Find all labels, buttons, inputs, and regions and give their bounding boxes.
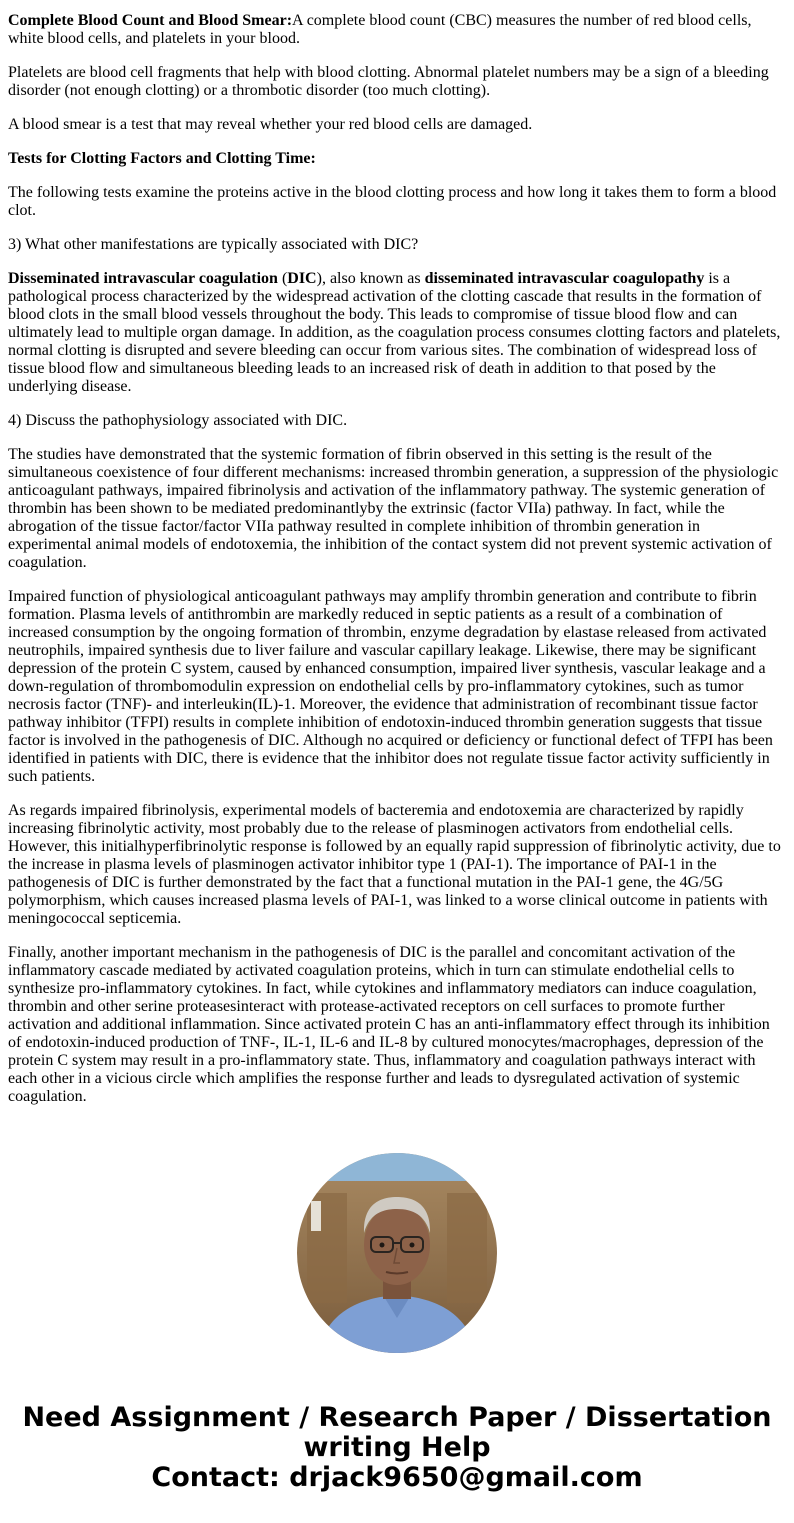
banner-contact-email: Contact: drjack9650@gmail.com bbox=[151, 1462, 643, 1493]
paragraph-clotting-tests: The following tests examine the proteins active in the blood clotting process and how long it takes them to form a blood clot. bbox=[8, 184, 777, 219]
question-4: 4) Discuss the pathophysiology associated with DIC. bbox=[8, 412, 348, 429]
banner-line-2: writing Help bbox=[303, 1432, 491, 1463]
paragraph-cbc bbox=[8, 12, 786, 48]
cbc-heading: Complete Blood Count and Blood Smear: bbox=[8, 12, 293, 29]
paragraph-mechanisms: The studies have demonstrated that the systemic formation of fibrin observed in this setting is the result of the simultaneous coexistence of four different mechanisms: increased thrombin generation, a suppression of the physiologic anticoagulant pathways, impaired fibrinolysis and activation of the inflammatory pathway. The systemic generation of thrombin has been shown to be mediated predominantlyby the extrinsic (factor VIIa) pathway. In fact, while the abrogation of the tissue factor/factor VIIa pathway resulted in complete inhibition of thrombin generation in experimental animal models of endotoxemia, the inhibition of the contact system did not prevent systemic activation of coagulation. bbox=[8, 446, 779, 571]
dic-text-2: ), also known as bbox=[316, 270, 425, 287]
dic-abbrev: DIC bbox=[287, 270, 317, 287]
author-avatar bbox=[297, 1153, 497, 1353]
dic-alt-term: disseminated intravascular coagulopathy bbox=[424, 270, 705, 287]
cbc-text: A complete blood count (CBC) measures the number of red blood cells, white blood cells, and platelets in your blood. bbox=[8, 12, 752, 47]
paragraph-dic-definition bbox=[8, 270, 786, 396]
dic-text-3: is a pathological process characterized by the widespread activation of the clotting cascade that results in the formation of blood clots in the small blood vessels throughout the body. This leads to compromise of tissue blood flow and can ultimately lead to multiple organ damage. In addition, as the coagulation process consumes clotting factors and platelets, normal clotting is disrupted and severe bleeding can occur from various sites. The combination of widespread loss of tissue blood flow and simultaneous bleeding leads to an increased risk of death in addition to that posed by the underlying disease. bbox=[8, 270, 781, 395]
question-3: 3) What other manifestations are typically associated with DIC? bbox=[8, 236, 419, 253]
paragraph-platelets: Platelets are blood cell fragments that help with blood clotting. Abnormal platelet numbers may be a sign of a bleeding disorder (not enough clotting) or a thrombotic disorder (too much clotting). bbox=[8, 64, 769, 99]
paragraph-blood-smear: A blood smear is a test that may reveal whether your red blood cells are damaged. bbox=[8, 116, 533, 133]
article-body bbox=[8, 12, 786, 1122]
contact-banner bbox=[8, 1403, 786, 1493]
paragraph-anticoagulant: Impaired function of physiological anticoagulant pathways may amplify thrombin generation and contribute to fibrin formation. Plasma levels of antithrombin are markedly reduced in septic patients as a result of a combination of increased consumption by the ongoing formation of thrombin, enzyme degradation by elastase released from activated neutrophils, impaired synthesis due to liver failure and vascular capillary leakage. Likewise, there may be significant depression of the protein C system, caused by enhanced consumption, impaired liver synthesis, vascular leakage and a down-regulation of thrombomodulin expression on endothelial cells by pro-inflammatory cytokines, such as tumor necrosis factor (TNF)- and interleukin(IL)-1. Moreover, the evidence that administration of recombinant tissue factor pathway inhibitor (TFPI) results in complete inhibition of endotoxin-induced thrombin generation suggests that tissue factor is involved in the pathogenesis of DIC. Although no acquired or deficiency or functional defect of TFPI has been identified in patients with DIC, there is evidence that the inhibitor does not regulate tissue factor activity sufficiently in such patients. bbox=[8, 588, 773, 785]
banner-line-1: Need Assignment / Research Paper / Dissertation bbox=[22, 1402, 772, 1433]
dic-term: Disseminated intravascular coagulation bbox=[8, 270, 278, 287]
paragraph-fibrinolysis: As regards impaired fibrinolysis, experimental models of bacteremia and endotoxemia are characterized by rapidly increasing fibrinolytic activity, most probably due to the release of plasminogen activators from endothelial cells. However, this initialhyperfibrinolytic response is followed by an equally rapid suppression of fibrinolytic activity, due to the increase in plasma levels of plasminogen activator inhibitor type 1 (PAI-1). The importance of PAI-1 in the pathogenesis of DIC is further demonstrated by the fact that a functional mutation in the PAI-1 gene, the 4G/5G polymorphism, which causes increased plasma levels of PAI-1, was linked to a worse clinical outcome in patients with meningococcal septicemia. bbox=[8, 802, 781, 927]
paragraph-inflammation: Finally, another important mechanism in the pathogenesis of DIC is the parallel and concomitant activation of the inflammatory cascade mediated by activated coagulation proteins, which in turn can stimulate endothelial cells to synthesize pro-inflammatory cytokines. In fact, while cytokines and inflammatory mediators can induce coagulation, thrombin and other serine proteasesinteract with protease-activated receptors on cell surfaces to promote further activation and additional inflammation. Since activated protein C has an anti-inflammatory effect through its inhibition of endotoxin-induced production of TNF-, IL-1, IL-6 and IL-8 by cultured monocytes/macrophages, depression of the protein C system may result in a pro-inflammatory state. Thus, inflammatory and coagulation pathways interact with each other in a vicious circle which amplifies the response further and leads to dysregulated activation of systemic coagulation. bbox=[8, 944, 770, 1105]
clotting-heading bbox=[8, 150, 786, 168]
dic-text-1: ( bbox=[277, 270, 288, 287]
clotting-heading-text: Tests for Clotting Factors and Clotting Time: bbox=[8, 150, 316, 167]
author-portrait-icon bbox=[297, 1153, 497, 1353]
